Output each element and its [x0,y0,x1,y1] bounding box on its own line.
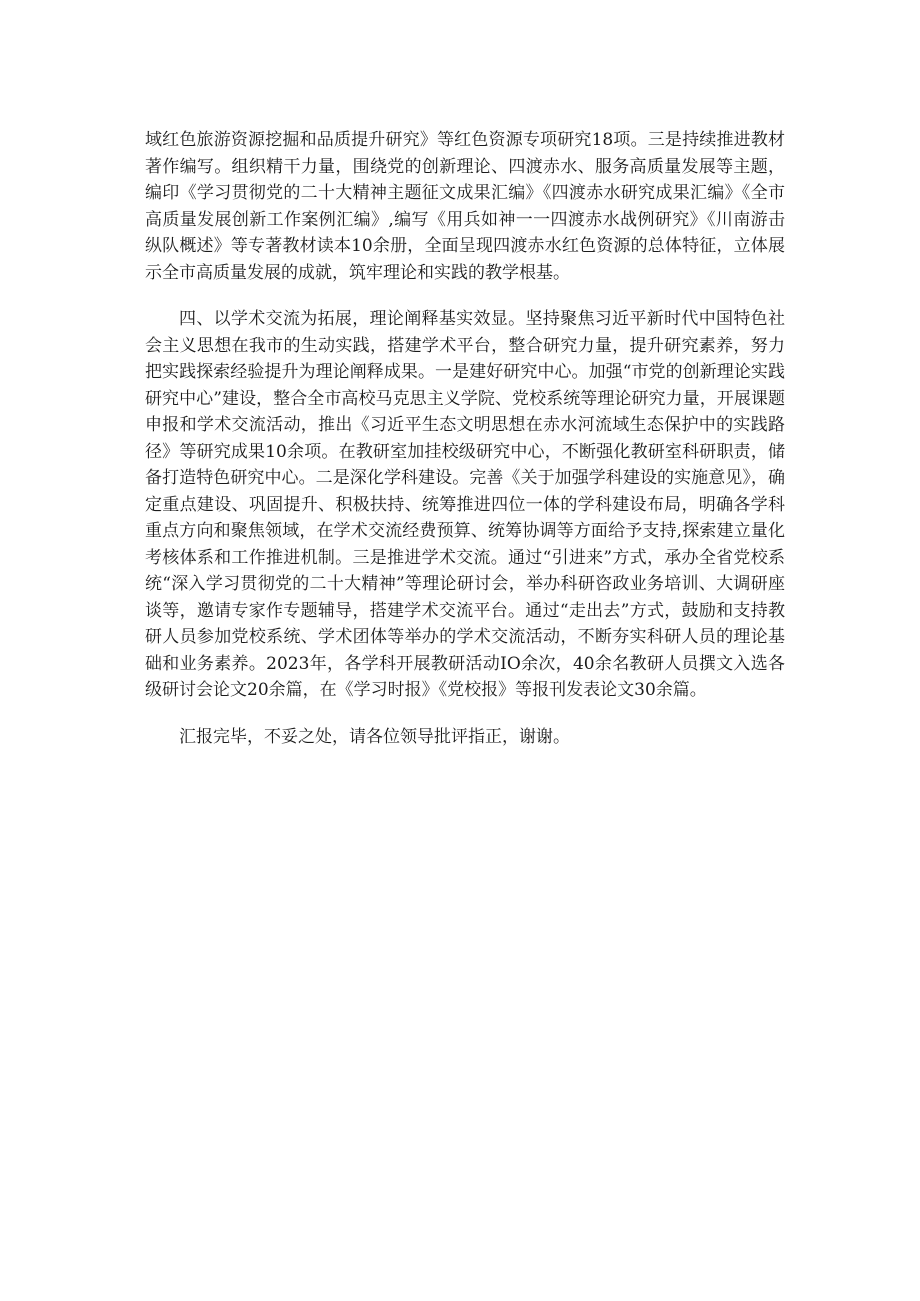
document-body [145,127,785,770]
paragraph-closing: 汇报完毕，不妥之处，请各位领导批评指正，谢谢。 [179,726,570,747]
paragraph-section-four: 四、以学术交流为拓展，理论阐释基实效显。坚持聚焦习近平新时代中国特色社会主义思想在我市的生动实践，搭建学术平台，整合研究力量，提升研究素养，努力把实践探索经验提升为理论阐释成果。一是建好研究中心。加强“市党的创新理论实践研究中心”建设，整合全市高校马克思主义学院、党校系统等理论研究力量，开展课题申报和学术交流活动，推出《习近平生态文明思想在赤水河流域生态保护中的实践路径》等研究成果10余项。在教研室加挂校级研究中心，不断强化教研室科研职责，储备打造特色研究中心。二是深化学科建设。完善《关于加强学科建设的实施意见》，确定重点建设、巩固提升、积极扶持、统筹推进四位一体的学科建设布局，明确各学科重点方向和聚焦领域，在学术交流经费预算、统筹协调等方面给予支持,探索建立量化考核体系和工作推进机制。三是推进学术交流。通过“引进来”方式，承办全省党校系统“深入学习贯彻党的二十大精神”等理论研讨会，举办科研咨政业务培训、大调研座谈等，邀请专家作专题辅导，搭建学术交流平台。通过“走出去”方式，鼓励和支持教研人员参加党校系统、学术团体等举办的学术交流活动，不断夯实科研人员的理论基础和业务素养。2023年，各学科开展教研活动IO余次，40余名教研人员撰文入选各级研讨会论文20余篇，在《学习时报》《党校报》等报刊发表论文30余篇。 [145,309,785,700]
paragraph-continued: 域红色旅游资源挖掘和品质提升研究》等红色资源专项研究18项。三是持续推进教材著作编写。组织精干力量，围绕党的创新理论、四渡赤水、服务高质量发展等主题，编印《学习贯彻党的二十大精神主题征文成果汇编》《四渡赤水研究成果汇编》《全市高质量发展创新工作案例汇编》,编写《用兵如神一一四渡赤水战例研究》《川南游击纵队概述》等专著教材读本10余册，全面呈现四渡赤水红色资源的总体特征，立体展示全市高质量发展的成就，筑牢理论和实践的教学根基。 [145,130,785,283]
